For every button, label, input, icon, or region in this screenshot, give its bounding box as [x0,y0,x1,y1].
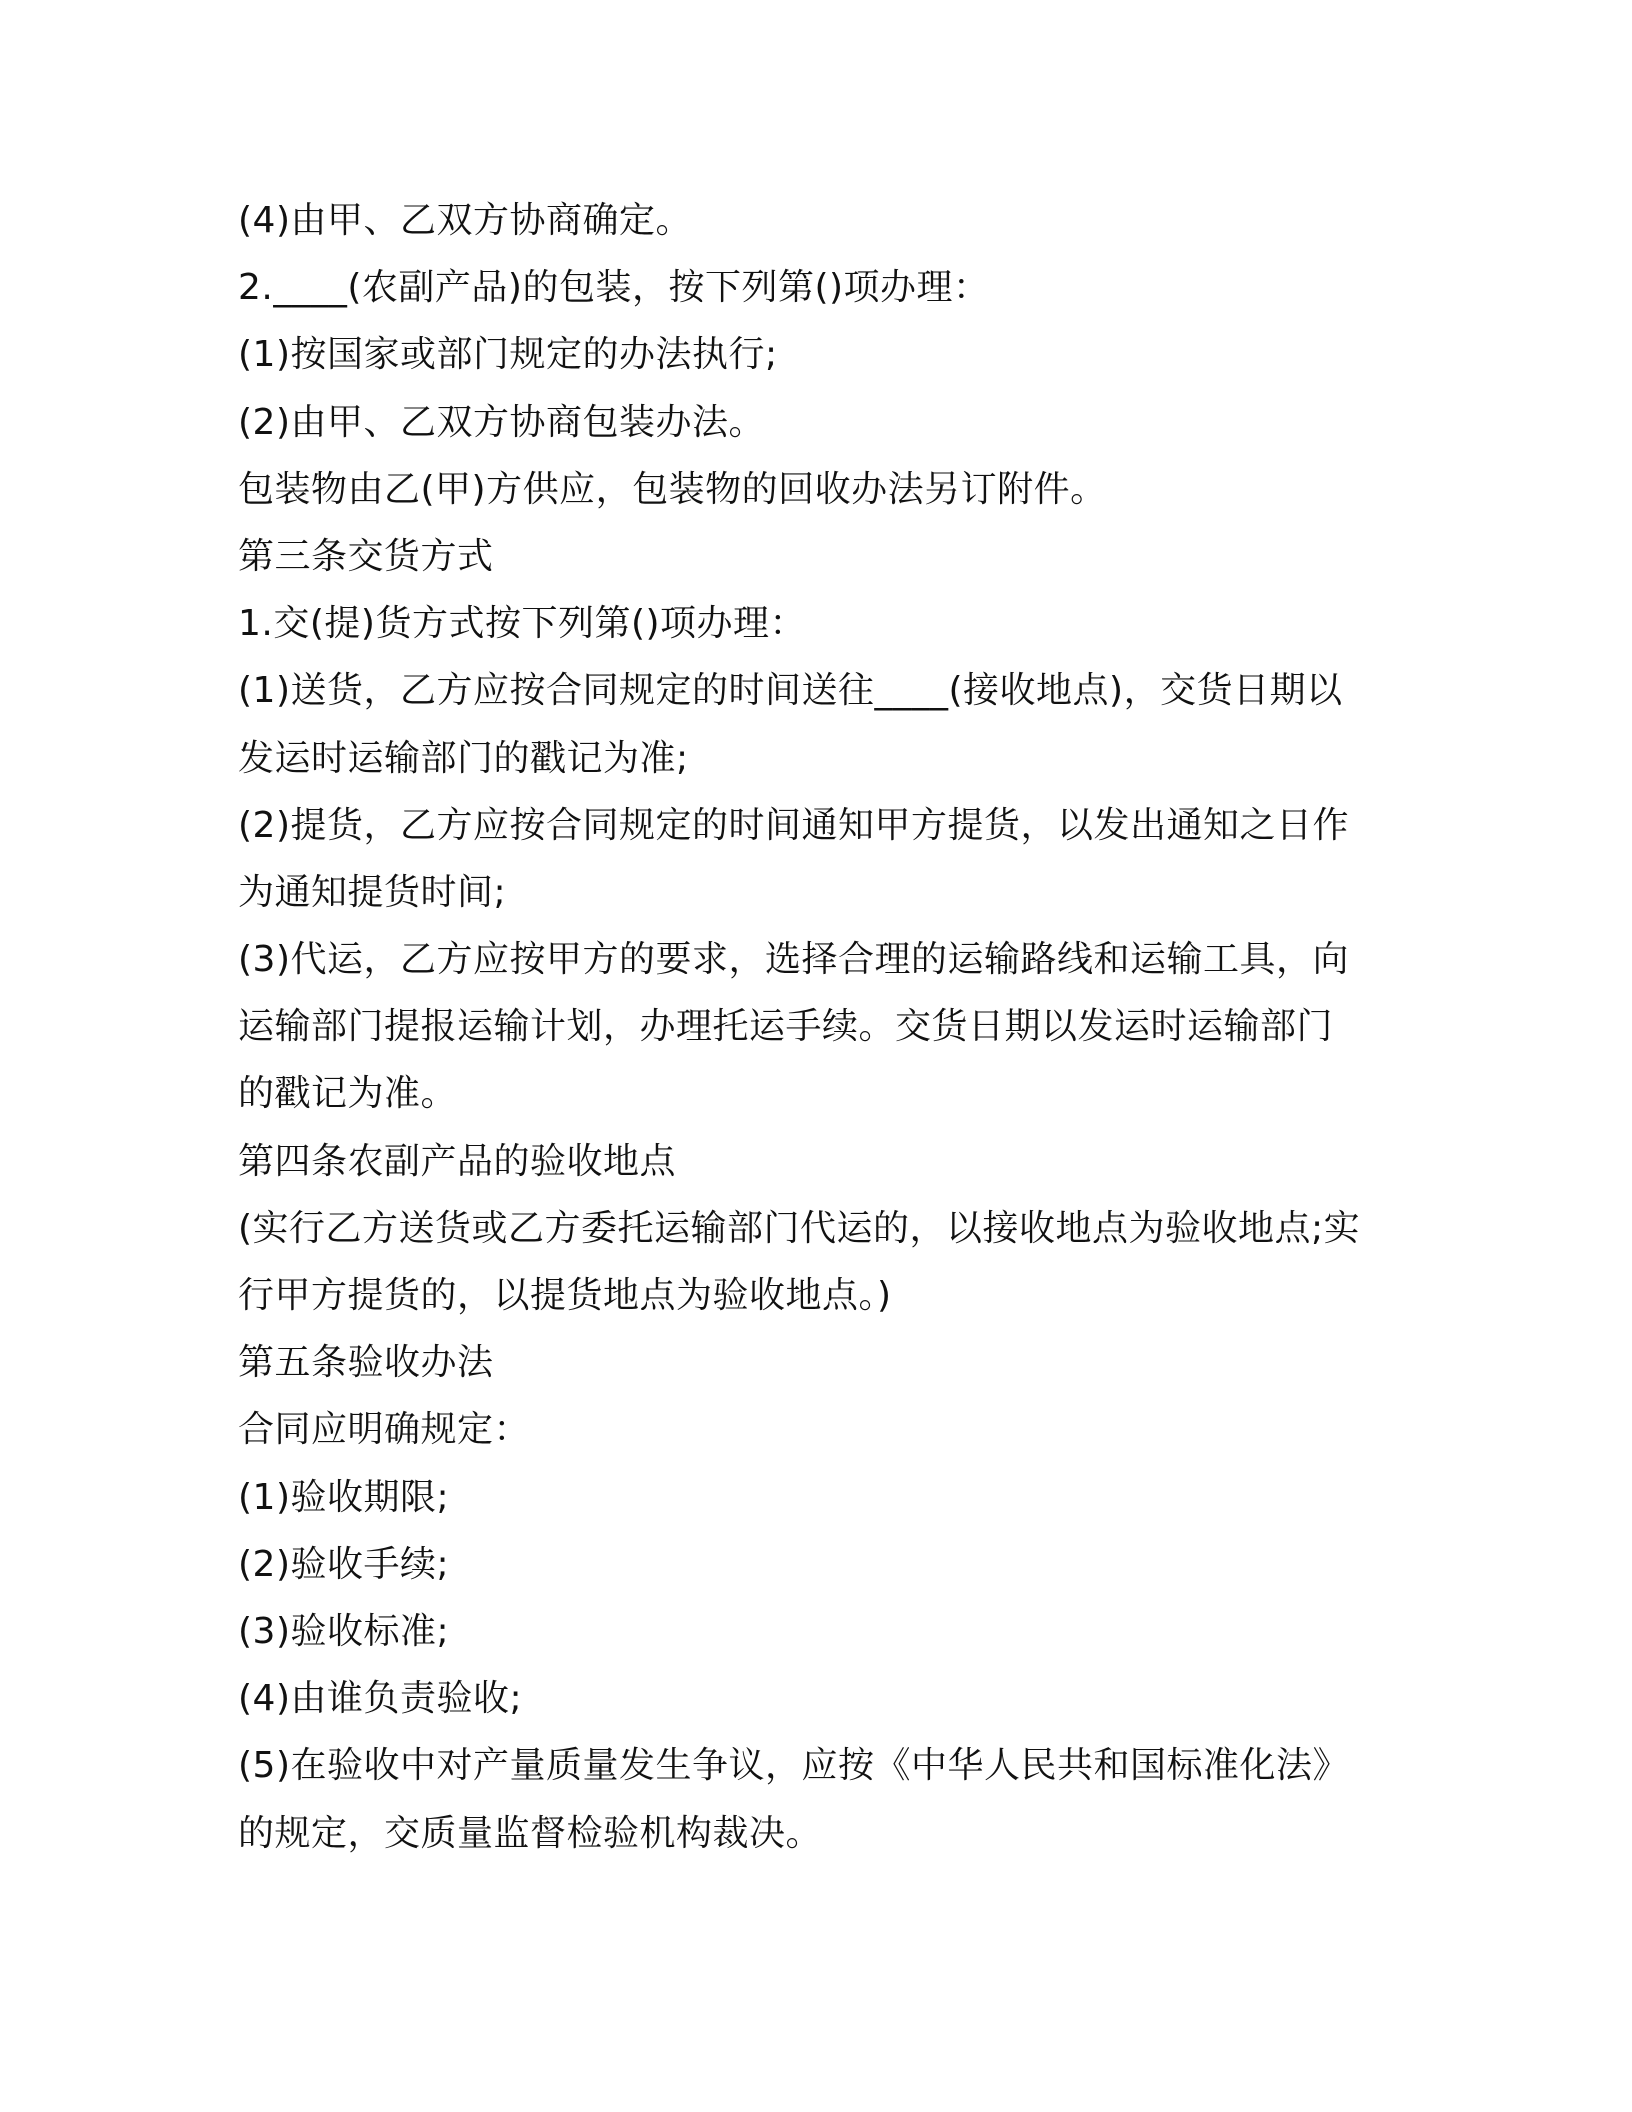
text-line: (2)由甲、乙双方协商包装办法。 [238,401,765,443]
text-line: 合同应明确规定： [238,1409,531,1451]
section-heading: 第五条验收办法 [238,1342,494,1384]
text-line: (5)在验收中对产量质量发生争议，应按《中华人民共和国标准化法》 [238,1745,1349,1787]
text-line: (3)代运，乙方应按甲方的要求，选择合理的运输路线和运输工具，向 [238,939,1349,981]
text-line: 的规定，交质量监督检验机构裁决。 [238,1812,823,1854]
text-line: (2)验收手续; [238,1543,450,1585]
text-line: 2.____(农副产品)的包装，按下列第()项办理： [238,267,990,309]
text-line: (1)验收期限; [238,1476,450,1518]
text-line: (3)验收标准; [238,1610,450,1652]
section-heading: 第三条交货方式 [238,535,494,577]
text-line: (4)由谁负责验收; [238,1678,523,1720]
text-line: 的戳记为准。 [238,1073,458,1115]
section-heading: 第四条农副产品的验收地点 [238,1140,677,1182]
text-line: (实行乙方送货或乙方委托运输部门代运的，以接收地点为验收地点;实 [238,1207,1361,1249]
text-line: 包装物由乙(甲)方供应，包装物的回收办法另订附件。 [238,468,1107,510]
text-line: (2)提货，乙方应按合同规定的时间通知甲方提货，以发出通知之日作 [238,804,1349,846]
text-line: 发运时运输部门的戳记为准; [238,737,689,779]
text-line: (1)送货，乙方应按合同规定的时间送往____(接收地点)，交货日期以 [238,670,1343,712]
document-body [238,187,1398,1867]
text-line: (1)按国家或部门规定的办法执行; [238,334,778,376]
text-line: (4)由甲、乙双方协商确定。 [238,200,692,241]
text-line: 运输部门提报运输计划，办理托运手续。交货日期以发运时运输部门 [238,1006,1334,1048]
text-line: 为通知提货时间; [238,871,507,913]
text-line: 行甲方提货的，以提货地点为验收地点。) [238,1275,892,1316]
text-line: 1.交(提)货方式按下列第()项办理： [238,603,807,645]
